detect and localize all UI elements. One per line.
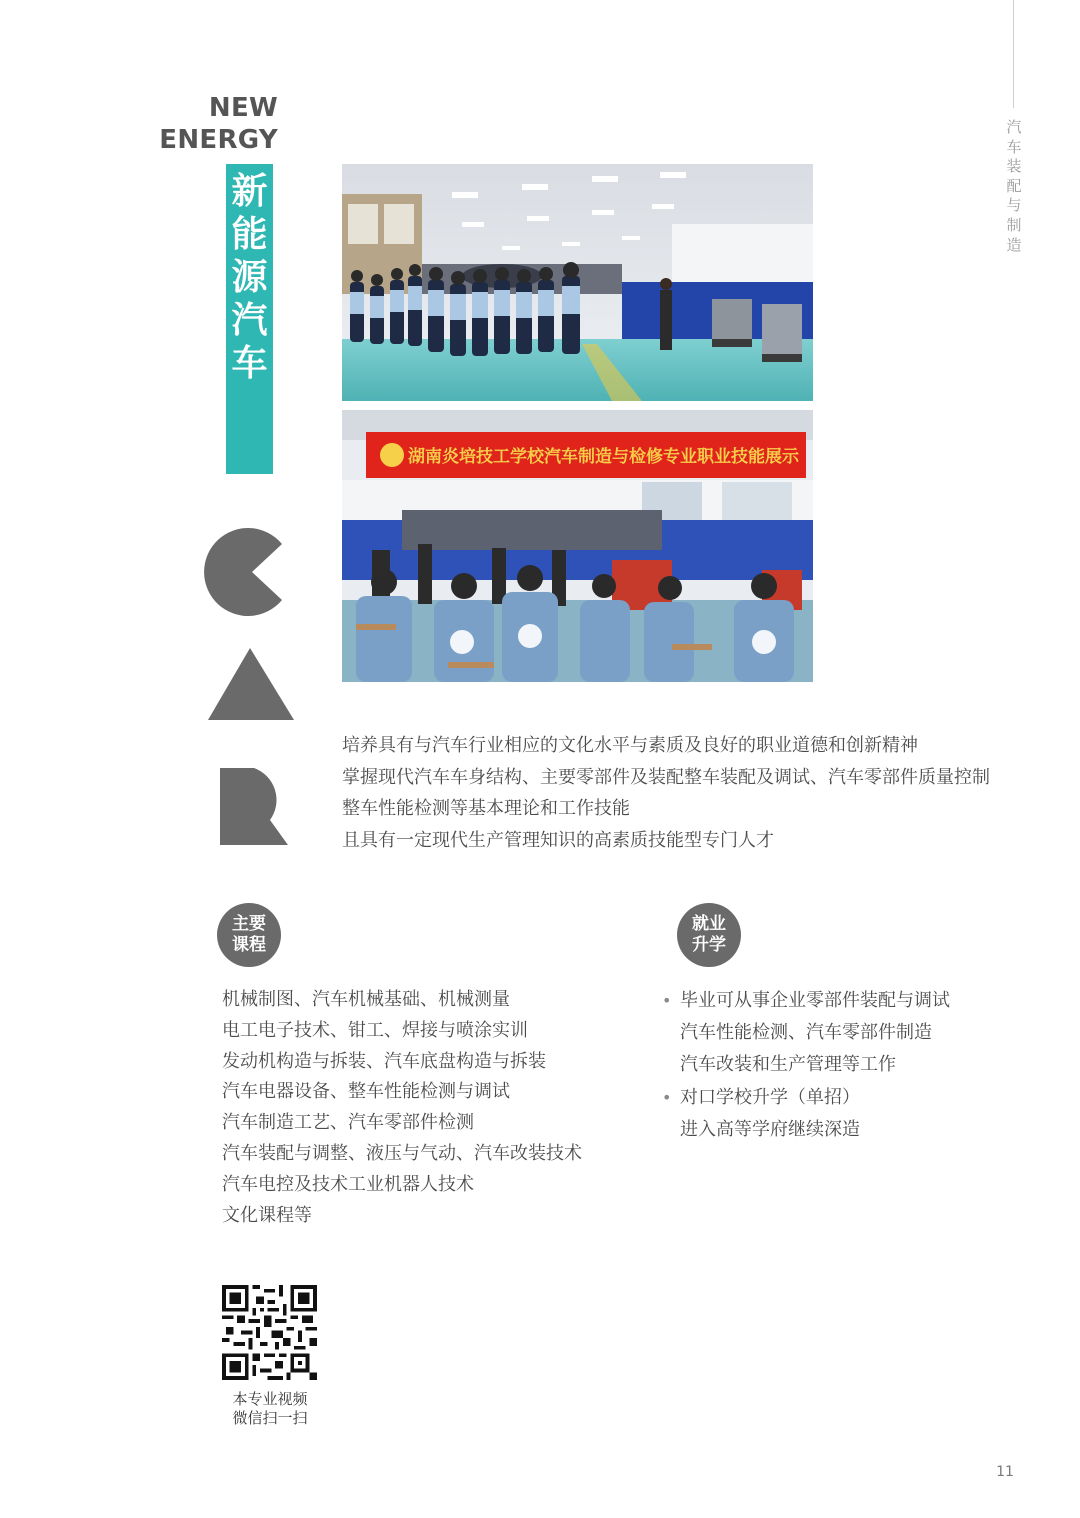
chinese-heading-bar	[226, 164, 273, 474]
car-letter-shapes	[200, 520, 300, 850]
intro-line: 掌握现代汽车车身结构、主要零部件及装配整车装配及调试、汽车零部件质量控制	[342, 766, 990, 788]
heading-char: 源	[231, 257, 268, 298]
photo-banner-text: 湖南炎培技工学校汽车制造与检修专业职业技能展示	[408, 447, 799, 467]
letter-a-shape	[208, 648, 294, 720]
bullet-dot: •	[662, 991, 672, 1010]
career-line: 汽车改装和生产管理等工作	[680, 1054, 896, 1076]
workshop-photo-class-banner	[342, 410, 813, 682]
heading-char: 车	[231, 343, 268, 384]
bullet-dot: •	[662, 1087, 672, 1107]
intro-line: 且具有一定现代生产管理知识的高素质技能型专门人才	[342, 829, 774, 851]
career-list	[662, 985, 1062, 1146]
heading-char: 新	[231, 171, 268, 212]
letter-r-shape	[220, 768, 288, 845]
career-line: 汽车性能检测、汽车零部件制造	[680, 1022, 932, 1044]
side-title-char: 制	[1006, 215, 1022, 234]
career-line: 对口学校升学（单招）	[680, 1086, 860, 1108]
english-heading	[150, 92, 278, 156]
side-title-char: 装	[1006, 157, 1022, 176]
career-badge	[677, 903, 741, 967]
qr-caption-line-2: 微信扫一扫	[232, 1409, 308, 1427]
career-line: 进入高等学府继续深造	[680, 1118, 860, 1140]
english-heading-line-1: NEW	[208, 93, 278, 123]
workshop-photo-students-lineup	[342, 164, 813, 401]
side-title-char: 车	[1006, 137, 1022, 156]
courses-badge-line-1: 主要	[232, 914, 266, 934]
courses-list	[222, 985, 652, 1231]
page-number: 11	[996, 1464, 1014, 1480]
career-badge-line-1: 就业	[692, 914, 726, 934]
course-item: 汽车电器设备、整车性能检测与调试	[222, 1081, 510, 1103]
career-badge-line-2: 升学	[692, 935, 726, 955]
qr-caption-line-1: 本专业视频	[232, 1390, 308, 1408]
course-item: 汽车电控及技术工业机器人技术	[222, 1173, 474, 1195]
intro-paragraph	[342, 730, 1032, 856]
side-title	[1004, 118, 1024, 255]
heading-char: 能	[231, 214, 268, 255]
career-line: 毕业可从事企业零部件装配与调试	[680, 990, 950, 1011]
course-item: 汽车装配与调整、液压与气动、汽车改装技术	[222, 1142, 582, 1164]
intro-line: 培养具有与汽车行业相应的文化水平与素质及良好的职业道德和创新精神	[342, 735, 918, 756]
courses-badge-line-2: 课程	[232, 935, 266, 955]
career-item	[662, 1082, 1062, 1146]
intro-line: 整车性能检测等基本理论和工作技能	[342, 798, 630, 819]
courses-badge	[217, 903, 281, 967]
career-item	[662, 985, 1062, 1082]
top-divider-line	[1013, 0, 1014, 108]
course-item: 电工电子技术、钳工、焊接与喷涂实训	[222, 1019, 528, 1041]
side-title-char: 造	[1006, 235, 1022, 254]
qr-code[interactable]	[222, 1285, 317, 1380]
side-title-char: 配	[1006, 176, 1022, 195]
chinese-heading	[226, 170, 273, 385]
english-heading-line-2: ENERGY	[159, 125, 278, 155]
course-item: 文化课程等	[222, 1204, 312, 1226]
course-item: 机械制图、汽车机械基础、机械测量	[222, 989, 510, 1010]
course-item: 汽车制造工艺、汽车零部件检测	[222, 1112, 474, 1134]
side-title-char: 汽	[1006, 118, 1022, 136]
course-item: 发动机构造与拆装、汽车底盘构造与拆装	[222, 1050, 546, 1072]
side-title-char: 与	[1006, 196, 1022, 215]
letter-c-shape	[204, 528, 282, 616]
heading-char: 汽	[231, 300, 268, 341]
qr-caption	[210, 1390, 330, 1428]
